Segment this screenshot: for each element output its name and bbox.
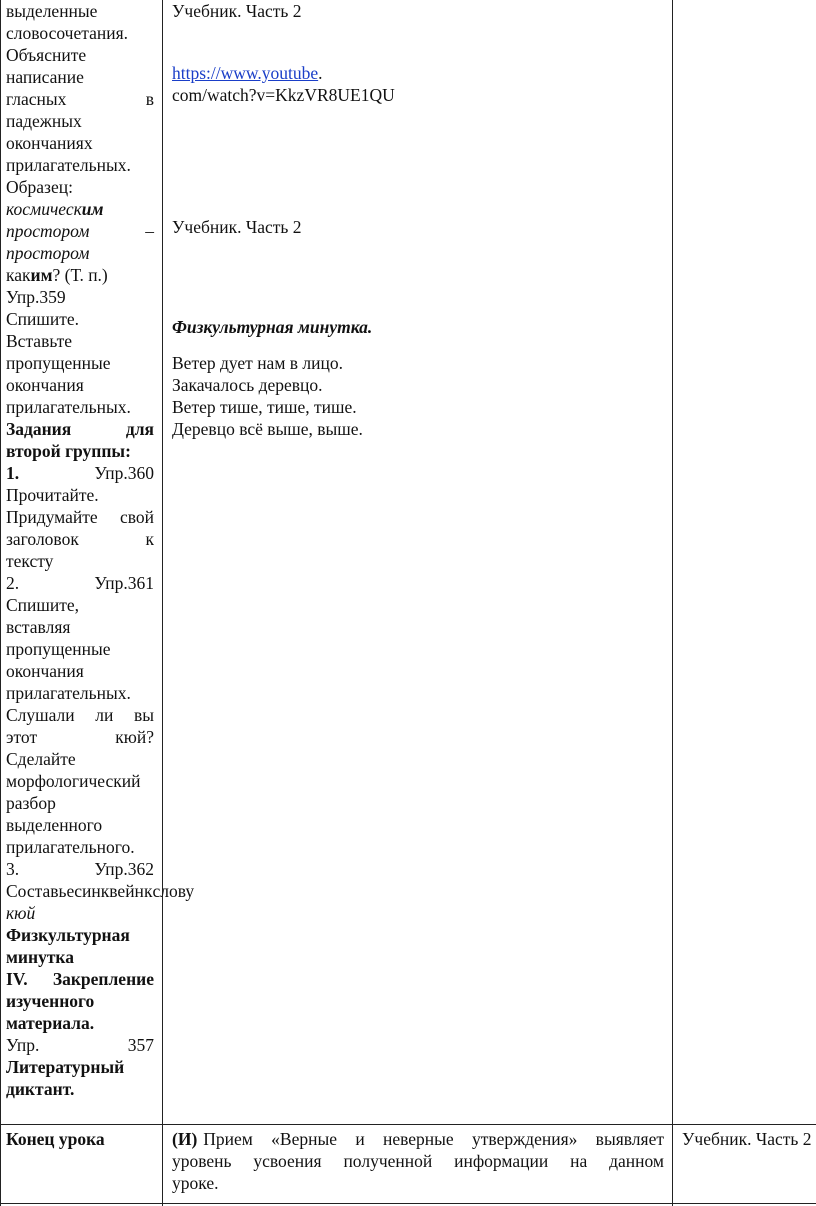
- method-line: уровень усвоения полученной информации на данном: [172, 1151, 664, 1171]
- text-line: Прочитайте.: [6, 485, 99, 505]
- text-line: пропущенные: [6, 353, 111, 373]
- text-line: Вставьте: [6, 331, 73, 351]
- video-link-line1: https://www.youtube.: [172, 63, 323, 83]
- resource-cell: [682, 1128, 816, 1150]
- poem-line: Ветер дует нам в лицо.: [172, 353, 344, 373]
- text-line: этот кюй?: [6, 727, 154, 747]
- left-column-cell: [6, 0, 195, 1100]
- column-divider-1: [162, 0, 163, 1206]
- text-line: тексту: [6, 551, 54, 571]
- poem-line: Закачалось деревцо.: [172, 375, 323, 395]
- text-line: Спишите,: [6, 595, 80, 615]
- text-line: выделенные: [6, 1, 98, 21]
- task-line: 3. Упр.362: [6, 859, 154, 879]
- method-line: уроке.: [172, 1173, 219, 1193]
- group-heading: Задания для: [6, 419, 154, 439]
- text-line: окончания: [6, 661, 84, 681]
- section-heading: диктант.: [6, 1079, 75, 1099]
- column-divider-2: [672, 0, 673, 1206]
- text-line: Сделайте: [6, 749, 76, 769]
- text-line: Придумайте свой: [6, 507, 154, 527]
- text-line: пропущенные: [6, 639, 111, 659]
- text-line: словосочетания.: [6, 23, 128, 43]
- section-heading: материала.: [6, 1013, 95, 1033]
- method-line: [172, 1128, 664, 1150]
- text-line: падежных: [6, 111, 82, 131]
- sample-example: простором: [6, 243, 90, 263]
- exercise-number: Упр.359: [6, 287, 66, 307]
- sample-example: простором –: [6, 221, 154, 241]
- section-heading: IV. Закрепление: [6, 969, 154, 989]
- sample-label: Образец:: [6, 177, 73, 197]
- textbook-reference: Учебник. Часть 2: [682, 1129, 812, 1149]
- method-cell: [172, 1128, 664, 1194]
- text-line: прилагательного.: [6, 837, 135, 857]
- text-line: окончаниях: [6, 133, 93, 153]
- table-border-bottom: [0, 1203, 816, 1204]
- poem-line: Ветер тише, тише, тише.: [172, 397, 357, 417]
- exercise-number: Упр. 357: [6, 1035, 154, 1055]
- sample-example: космическим: [6, 199, 104, 219]
- text-line: прилагательных.: [6, 397, 131, 417]
- textbook-reference: Учебник. Часть 2: [172, 1, 302, 21]
- phys-minute-title: Физкультурная минутка.: [172, 317, 373, 337]
- task-line: 1. Упр.360: [6, 463, 154, 483]
- table-border-left: [0, 0, 1, 1206]
- text-line: Составье синквейн к слову: [6, 881, 195, 901]
- text-line: вставляя: [6, 617, 71, 637]
- section-heading: Литературный: [6, 1057, 125, 1077]
- text-line: кюй: [6, 903, 36, 923]
- text-line: написание: [6, 67, 84, 87]
- method-text: Прием «Верные и неверные утверждения» выявляет: [203, 1129, 664, 1149]
- video-link[interactable]: https://www.youtube: [172, 63, 319, 83]
- text-line: заголовок к: [6, 529, 154, 549]
- text-line: Слушали ли вы: [6, 705, 154, 725]
- section-heading: изученного: [6, 991, 95, 1011]
- middle-column-cell: [172, 0, 664, 1120]
- section-heading: Физкультурная: [6, 925, 130, 945]
- section-heading: минутка: [6, 947, 75, 967]
- row-divider: [0, 1124, 816, 1125]
- text-line: Спишите.: [6, 309, 80, 329]
- text-line: прилагательных.: [6, 683, 131, 703]
- poem-line: Деревцо всё выше, выше.: [172, 419, 363, 439]
- sample-example: каким? (Т. п.): [6, 265, 108, 285]
- text-line: разбор: [6, 793, 56, 813]
- task-line: 2. Упр.361: [6, 573, 154, 593]
- text-line: Объясните: [6, 45, 87, 65]
- group-heading: второй группы:: [6, 441, 131, 461]
- textbook-reference: Учебник. Часть 2: [172, 217, 302, 237]
- text-line: гласных в: [6, 89, 154, 109]
- text-line: выделенного: [6, 815, 103, 835]
- video-link-line2[interactable]: com/watch?v=KkzVR8UE1QU: [172, 85, 395, 105]
- text-line: морфологический: [6, 771, 141, 791]
- text-line: окончания: [6, 375, 84, 395]
- text-line: прилагательных.: [6, 155, 131, 175]
- method-tag: (И): [172, 1129, 198, 1149]
- stage-cell: Конец урока: [6, 1129, 105, 1149]
